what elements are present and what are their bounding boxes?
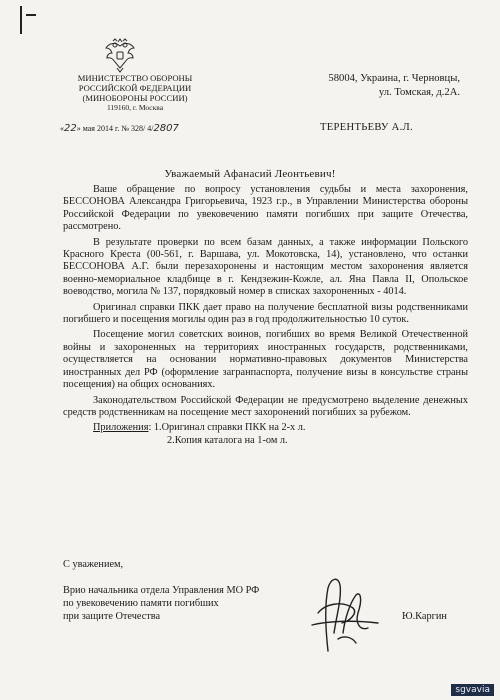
coat-of-arms-icon bbox=[103, 38, 137, 74]
margin-mark bbox=[20, 6, 22, 34]
address-line: ул. Томская, д.2А. bbox=[378, 87, 460, 98]
recipient-address bbox=[300, 72, 460, 100]
ministry-city: 119160, г. Москва bbox=[106, 103, 164, 112]
salutation: Уважаемый Афанасий Леонтьевич! bbox=[164, 168, 336, 180]
handwritten-signature bbox=[298, 573, 388, 658]
ministry-line: РОССИЙСКОЙ ФЕДЕРАЦИИ bbox=[78, 83, 192, 93]
address-line: 58004, Украина, г. Черновцы, bbox=[328, 73, 460, 84]
attachment-item: 2.Копия каталога на 1-ом л. bbox=[167, 434, 288, 446]
attachment-item: : 1.Оригинал справки ПКК на 2-х л. bbox=[148, 422, 306, 434]
signer-name: Ю.Каргин bbox=[402, 611, 447, 622]
margin-mark-tick bbox=[26, 14, 36, 16]
registration-day: 22 bbox=[64, 123, 77, 134]
body-paragraph: Посещение могил советских воинов, погибших во время Великой Отечественной войны и захороненных на территориях иностранных государств, родственниками, осуществляется на основании нормативно-правовых документов Министерства иностранных дел РФ (оформление загранпаспорта, получение визы в консульстве страны посещения) на общих основаниях. bbox=[63, 329, 468, 391]
recipient-name: ТЕРЕНТЬЕВУ А.Л. bbox=[320, 122, 413, 133]
signer-line: при защите Отечества bbox=[63, 611, 161, 622]
signer-title bbox=[63, 584, 259, 623]
body-paragraph: В результате проверки по всем базам данных, а также информации Польского Красного Креста (00-561, г. Варшава, ул. Мокотовска, 14), установлено, что останки БЕССОНОВА А.Г. были перезахоронены и настоящим местом захоронения является военно-мемориальное кладбище в г. Кендзежин-Кожле, ал. Яна Павла II, Опольское воеводство, могила № 137, порядковый номер в списках захороненных - 4014. bbox=[63, 236, 468, 298]
ministry-header bbox=[60, 73, 210, 113]
body-paragraph: Оригинал справки ПКК дает право на получение бесплатной визы родственниками погибшего и посещения могилы один раз в год продолжительностью 10 суток. bbox=[63, 301, 468, 326]
signer-line: Врио начальника отдела Управления МО РФ bbox=[63, 585, 260, 596]
body-paragraph: Законодательством Российской Федерации не предусмотрено выделение денежных средств родственникам на посещение мест захоронений погибших за рубежом. bbox=[63, 394, 468, 418]
registration-line: «22» мая 2014 г. № 328/ 4/2807 bbox=[60, 123, 179, 134]
watermark: sgvavia bbox=[451, 684, 494, 696]
signer-line: по увековечению памяти погибших bbox=[63, 598, 219, 609]
body-paragraph: Ваше обращение по вопросу установления судьбы и места захоронения, БЕССОНОВА Александра Григорьевича, 1923 г.р., в Управлении Министерства обороны Российской Федерации по увековечению памяти погибших при защите Отечества, рассмотрено. bbox=[63, 184, 468, 233]
attachments bbox=[63, 422, 468, 447]
registration-number: 2807 bbox=[153, 123, 179, 134]
ministry-line: МИНИСТЕРСТВО ОБОРОНЫ bbox=[77, 73, 193, 83]
registration-text: мая 2014 г. № 328/ 4/ bbox=[82, 124, 154, 133]
ministry-line: (МИНОБОРОНЫ РОССИИ) bbox=[82, 93, 188, 103]
closing: С уважением, bbox=[63, 559, 124, 570]
letter-body bbox=[63, 184, 468, 447]
attachment-line bbox=[63, 422, 468, 434]
attachments-label: Приложения bbox=[93, 422, 149, 434]
